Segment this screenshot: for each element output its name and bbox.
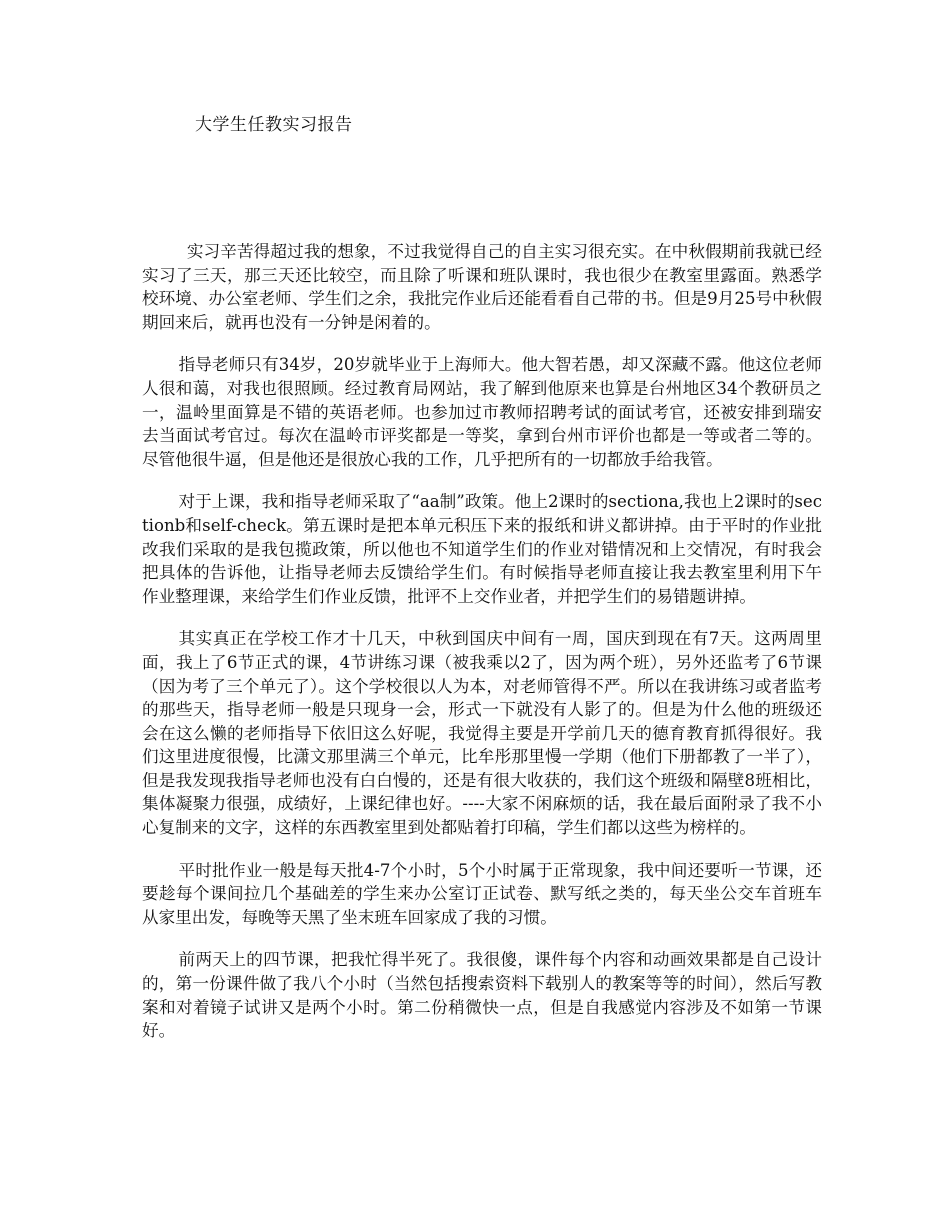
document-title: 大学生任教实习报告 — [195, 115, 353, 135]
paragraph-3: 对于上课，我和指导老师采取了“aa制”政策。他上2课时的sectiona,我也上2课时的sectionb和self-check。第五课时是把本单元积压下来的报纸和讲义都讲掉。由于平时的作业批改我们采取的是我包揽政策，所以他也不知道学生们的作业对错情况和上交情况，有时我会把具体的告诉他，让指导老师去反馈给学生们。有时候指导老师直接让我去教室里利用下午作业整理课，来给学生们作业反馈，批评不上交作业者，并把学生们的易错题讲掉。 — [142, 492, 822, 606]
paragraph-6: 前两天上的四节课，把我忙得半死了。我很傻，课件每个内容和动画效果都是自己设计的，第一份课件做了我八个小时（当然包括搜索资料下载别人的教案等等的时间），然后写教案和对着镜子试讲又是两个小时。第二份稍微快一点，但是自我感觉内容涉及不如第一节课好。 — [142, 950, 822, 1041]
paragraph-5: 平时批作业一般是每天批4-7个小时，5个小时属于正常现象，我中间还要听一节课，还要趁每个课间拉几个基础差的学生来办公室订正试卷、默写纸之类的，每天坐公交车首班车从家里出发，每晚等天黑了坐末班车回家成了我的习惯。 — [142, 860, 822, 927]
paragraph-2: 指导老师只有34岁，20岁就毕业于上海师大。他大智若愚，却又深藏不露。他这位老师人很和蔼，对我也很照顾。经过教育局网站，我了解到他原来也算是台州地区34个教研员之一，温岭里面算是不错的英语老师。也参加过市教师招聘考试的面试考官，还被安排到瑞安去当面试考官过。每次在温岭市评奖都是一等奖，拿到台州市评价也都是一等或者二等的。尽管他很牛逼，但是他还是很放心我的工作，几乎把所有的一切都放手给我管。 — [142, 355, 822, 469]
paragraph-4: 其实真正在学校工作才十几天，中秋到国庆中间有一周，国庆到现在有7天。这两周里面，我上了6节正式的课，4节讲练习课（被我乘以2了，因为两个班），另外还监考了6节课（因为考了三个单元了）。这个学校很以人为本，对老师管得不严。所以在我讲练习或者监考的那些天，指导老师一般是只现身一会，形式一下就没有人影了的。但是为什么他的班级还会在这么懒的老师指导下依旧这么好呢，我觉得主要是开学前几天的德育教育抓得很好。我们这里进度很慢，比潇文那里满三个单元，比牟彤那里慢一学期（他们下册都教了一半了），但是我发现我指导老师也没有白白慢的，还是有很大收获的，我们这个班级和隔壁8班相比，集体凝聚力很强，成绩好，上课纪律也好。----大家不闲麻烦的话，我在最后面附录了我不小心复制来的文字，这样的东西教室里到处都贴着打印稿，学生们都以这些为榜样的。 — [142, 629, 822, 838]
paragraph-1: 实习辛苦得超过我的想象，不过我觉得自己的自主实习很充实。在中秋假期前我就已经实习了三天，那三天还比较空，而且除了听课和班队课时，我也很少在教室里露面。熟悉学校环境、办公室老师、学生们之余，我批完作业后还能看看自己带的书。但是9月25号中秋假期回来后，就再也没有一分钟是闲着的。 — [142, 242, 822, 332]
document-body — [142, 240, 822, 1062]
